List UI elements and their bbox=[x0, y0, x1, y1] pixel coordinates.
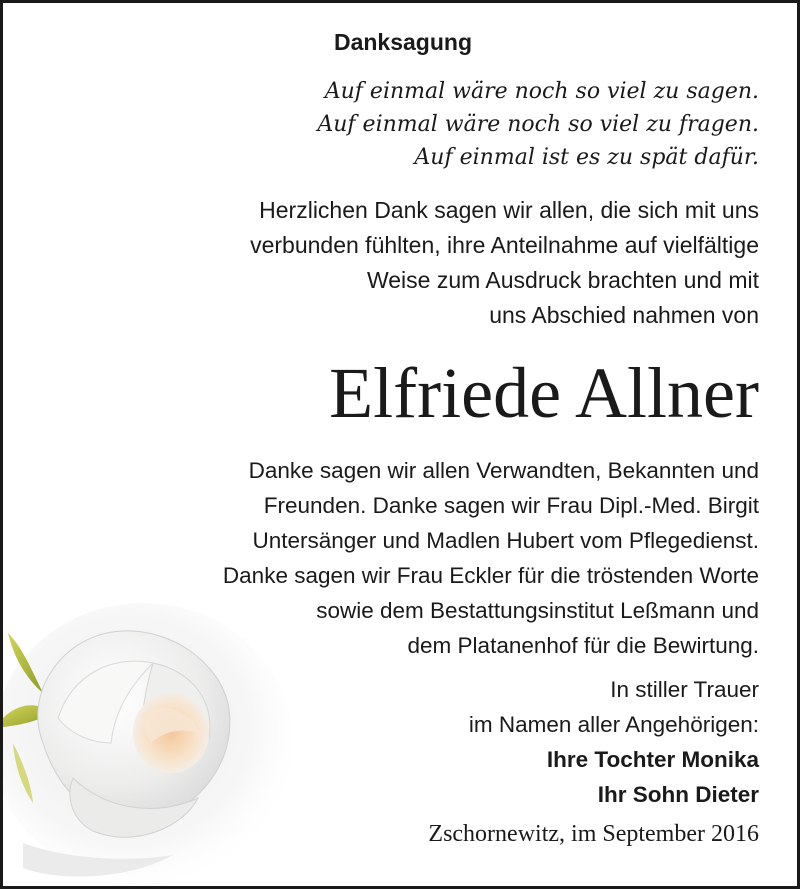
poem-line: Auf einmal wäre noch so viel zu sagen. bbox=[324, 79, 759, 104]
poem-line: Auf einmal ist es zu spät dafür. bbox=[414, 145, 759, 170]
poem-line: Auf einmal wäre noch so viel zu fragen. bbox=[317, 112, 759, 137]
thanks-paragraph bbox=[250, 193, 759, 333]
acknowledgement-line: sowie dem Bestattungsinstitut Leßmann und bbox=[316, 598, 759, 623]
acknowledgement-line: Danke sagen wir allen Verwandten, Bekannten und bbox=[248, 458, 759, 483]
acknowledgement-line: Freunden. Danke sagen wir Frau Dipl.-Med. Birgit bbox=[263, 493, 759, 518]
thanks-line: uns Abschied nahmen von bbox=[489, 302, 759, 328]
mourning-line: In stiller Trauer bbox=[610, 677, 759, 702]
thanks-line: Weise zum Ausdruck brachten und mit bbox=[366, 267, 759, 293]
poem-verse bbox=[317, 75, 759, 174]
acknowledgement-line: Untersänger und Madlen Hubert vom Pflegedienst. bbox=[252, 528, 759, 553]
acknowledgement-line: dem Platanenhof für die Bewirtung. bbox=[407, 633, 759, 658]
signer-daughter: Ihre Tochter Monika bbox=[546, 747, 759, 772]
heading-danksagung: Danksagung bbox=[333, 29, 473, 55]
place-and-date: Zschornewitz, im September 2016 bbox=[428, 821, 759, 847]
thanks-line: verbunden fühlten, ihre Anteilnahme auf vielfältige bbox=[250, 232, 759, 258]
thanks-line: Herzlichen Dank sagen wir allen, die sich mit uns bbox=[259, 197, 759, 223]
signer-son: Ihr Sohn Dieter bbox=[597, 782, 759, 807]
acknowledgements-paragraph bbox=[223, 453, 759, 663]
obituary-content bbox=[3, 3, 800, 889]
family-line: im Namen aller Angehörigen: bbox=[468, 712, 759, 737]
signature-block bbox=[469, 672, 759, 812]
deceased-name: Elfriede Allner bbox=[329, 353, 759, 433]
acknowledgement-line: Danke sagen wir Frau Eckler für die tröstenden Worte bbox=[222, 563, 759, 588]
